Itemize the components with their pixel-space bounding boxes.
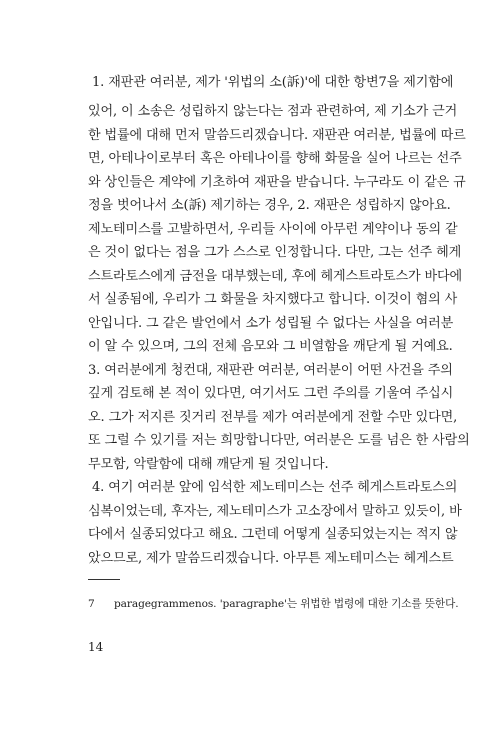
text-line: 1. 재판관 여러분, 제가 '위법의 소(訴)'에 대한 항변7을 제기함에 xyxy=(92,75,454,90)
text-line: 서 실종됨에, 우리가 그 화물을 차지했다고 합니다. 이것이 혐의 사 xyxy=(88,292,458,307)
text-line: 은 것이 없다는 점을 그가 스스로 인정합니다. 다만, 그는 선주 헤게 xyxy=(88,245,462,260)
text-line: 무모함, 악랄함에 대해 깨닫게 될 것입니다. xyxy=(88,457,329,472)
text-line: 한 법률에 대해 먼저 말씀드리겠습니다. 재판관 여러분, 법률에 따르 xyxy=(88,128,466,143)
text-line: 오. 그가 저지른 짓거리 전부를 제가 여러분에게 전할 수만 있다면, xyxy=(88,410,458,425)
page-number: 14 xyxy=(88,640,104,654)
text-line: 와 상인들은 계약에 기초하여 재판을 받습니다. 누구라도 이 같은 규 xyxy=(88,175,466,190)
footnote-number: 7 xyxy=(88,598,95,610)
text-line: 스트라토스에게 금전을 대부했는데, 후에 헤게스트라토스가 바다에 xyxy=(88,269,463,284)
text-line: 정을 벗어나서 소(訴) 제기하는 경우, 2. 재판은 성립하지 않아요. xyxy=(88,198,451,213)
footnote-divider xyxy=(88,579,120,580)
text-line: 이 알 수 있으며, 그의 전체 음모와 그 비열함을 깨닫게 될 거예요. xyxy=(88,339,453,354)
text-line: 4. 여기 여러분 앞에 임석한 제노테미스는 선주 헤게스트라토스의 xyxy=(92,480,458,495)
footnote xyxy=(88,597,458,611)
text-line: 면, 아테나이로부터 혹은 아테나이를 향해 화물을 실어 나르는 선주 xyxy=(88,151,462,166)
text-line: 심복이었는데, 후자는, 제노테미스가 고소장에서 말하고 있듯이, 바 xyxy=(88,504,462,519)
text-line: 다에서 실종되었다고 해요. 그런데 어떻게 실종되었는지는 적지 않 xyxy=(88,527,458,542)
footnote-text: paragegrammenos. 'paragraphe'는 위법한 법령에 대한 기소를 뜻한다. xyxy=(114,598,459,610)
text-line: 깊게 검토해 본 적이 있다면, 여기서도 그런 주의를 기울여 주십시 xyxy=(88,386,454,401)
text-line: 있어, 이 소송은 성립하지 않는다는 점과 관련하여, 제 기소가 근거 xyxy=(88,104,458,119)
text-line: 제노테미스를 고발하면서, 우리들 사이에 아무런 계약이나 동의 같 xyxy=(88,222,458,237)
text-line: 또 그럴 수 있기를 저는 희망합니다만, 여러분은 도를 넘은 한 사람의 xyxy=(88,433,470,448)
text-line: 안입니다. 그 같은 발언에서 소가 성립될 수 없다는 사실을 여러분 xyxy=(88,316,454,331)
text-line: 았으므로, 제가 말씀드리겠습니다. 아무튼 제노테미스는 헤게스트 xyxy=(88,551,454,566)
text-line: 3. 여러분에게 청컨대, 재판관 여러분, 여러분이 어떤 사건을 주의 xyxy=(88,363,453,378)
